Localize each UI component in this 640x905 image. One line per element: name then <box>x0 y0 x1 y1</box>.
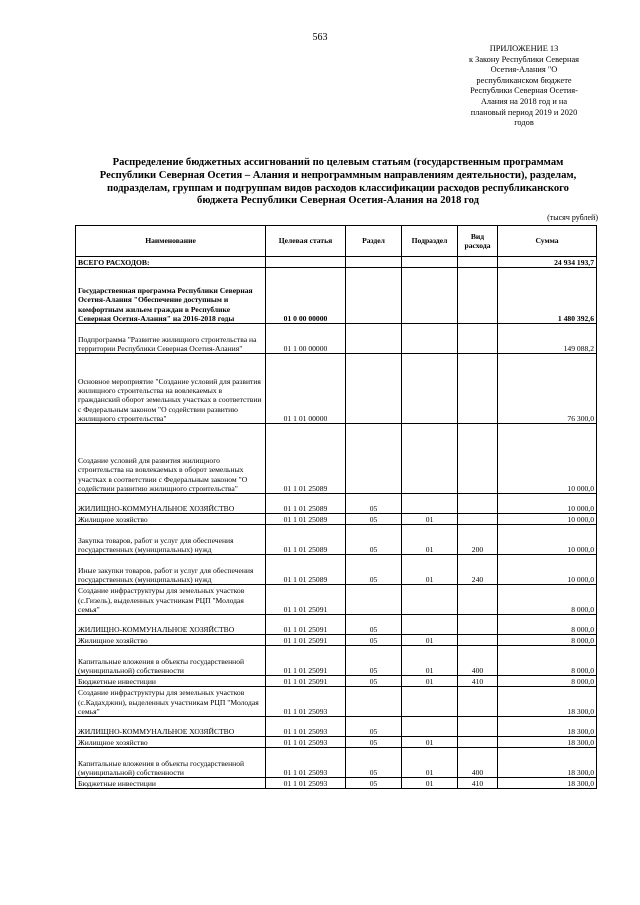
row-name-cell: Основное мероприятие "Создание условий для развития жилищного строительства на вовлекаемых в гражданский оборот земельных участках в соответствии с Федеральным законом "О содействии развитию жилищного строительства" <box>76 354 266 424</box>
row-type-cell <box>458 268 498 324</box>
page-number: 563 <box>312 32 328 43</box>
row-sum-cell: 10 000,0 <box>498 424 597 494</box>
row-section-cell <box>346 354 402 424</box>
table-row <box>76 635 597 646</box>
row-subsection-cell: 01 <box>402 514 458 525</box>
document-title <box>80 157 596 208</box>
row-section-cell: 05 <box>346 646 402 676</box>
table-row <box>76 748 597 778</box>
row-sum-cell: 8 000,0 <box>498 615 597 635</box>
row-section-cell: 05 <box>346 737 402 748</box>
table-row <box>76 494 597 514</box>
header-subsection: Подраздел <box>402 226 458 257</box>
appendix-line: Осетия-Алания "О <box>490 65 558 75</box>
table-row <box>76 778 597 789</box>
appendix-line: плановый период 2019 и 2020 <box>470 107 578 117</box>
row-name-cell: Жилищное хозяйство <box>76 635 266 646</box>
row-name-cell: Создание условий для развития жилищного строительства на вовлекаемых в оборот земельных участках в соответствии с Федеральным законом "О содействии развитию жилищного строительства" <box>76 424 266 494</box>
appendix-line: республиканском бюджете <box>476 75 572 85</box>
row-type-cell <box>458 514 498 525</box>
row-sum-cell: 8 000,0 <box>498 646 597 676</box>
table-body <box>76 257 597 789</box>
row-section-cell <box>346 268 402 324</box>
row-subsection-cell: 01 <box>402 778 458 789</box>
row-section-cell: 05 <box>346 748 402 778</box>
row-subsection-cell <box>402 354 458 424</box>
row-type-cell <box>458 687 498 717</box>
title-line: Республики Северная Осетия – Алания и непрограммным направлениям деятельности), разделам, <box>99 169 577 181</box>
row-type-cell <box>458 324 498 354</box>
row-section-cell: 05 <box>346 717 402 737</box>
row-type-cell: 240 <box>458 555 498 585</box>
row-sum-cell: 76 300,0 <box>498 354 597 424</box>
row-code-cell: 01 1 01 25093 <box>266 737 346 748</box>
row-section-cell: 05 <box>346 676 402 687</box>
row-sum-cell: 1 480 392,6 <box>498 268 597 324</box>
row-subsection-cell <box>402 324 458 354</box>
row-section-cell: 05 <box>346 778 402 789</box>
table-row <box>76 354 597 424</box>
row-section-cell <box>346 687 402 717</box>
budget-table <box>75 225 597 789</box>
row-type-cell <box>458 615 498 635</box>
table-row <box>76 615 597 635</box>
row-subsection-cell: 01 <box>402 635 458 646</box>
row-name-cell: Закупка товаров, работ и услуг для обеспечения государственных (муниципальных) нужд <box>76 525 266 555</box>
table-row <box>76 424 597 494</box>
row-subsection-cell <box>402 268 458 324</box>
row-subsection-cell: 01 <box>402 737 458 748</box>
row-sum-cell: 10 000,0 <box>498 555 597 585</box>
title-line: бюджета Республики Северная Осетия-Алания на 2018 год <box>197 195 479 207</box>
row-subsection-cell <box>402 687 458 717</box>
row-subsection-cell <box>402 494 458 514</box>
row-code-cell: 01 1 01 00000 <box>266 354 346 424</box>
row-type-cell: 410 <box>458 676 498 687</box>
table-header-row <box>76 226 597 257</box>
row-subsection-cell <box>402 257 458 268</box>
row-code-cell: 01 1 01 25089 <box>266 525 346 555</box>
row-sum-cell: 18 300,0 <box>498 717 597 737</box>
row-type-cell <box>458 737 498 748</box>
row-section-cell: 05 <box>346 525 402 555</box>
row-name-cell: ЖИЛИЩНО-КОММУНАЛЬНОЕ ХОЗЯЙСТВО <box>76 717 266 737</box>
row-code-cell: 01 1 01 25093 <box>266 748 346 778</box>
row-section-cell: 05 <box>346 635 402 646</box>
header-code: Целевая статья <box>266 226 346 257</box>
row-name-cell: Бюджетные инвестиции <box>76 676 266 687</box>
table-row <box>76 737 597 748</box>
row-sum-cell: 24 934 193,7 <box>498 257 597 268</box>
row-name-cell: Государственная программа Республики Северная Осетия-Алания "Обеспечение доступным и комфортным жильем граждан в Республике Северная Осетия-Алания" на 2016-2018 годы <box>76 268 266 324</box>
row-subsection-cell: 01 <box>402 748 458 778</box>
row-sum-cell: 18 300,0 <box>498 737 597 748</box>
row-type-cell <box>458 585 498 615</box>
row-section-cell: 05 <box>346 514 402 525</box>
unit-note: (тысяч рублей) <box>547 213 598 222</box>
appendix-line: к Закону Республики Северная <box>468 54 580 64</box>
row-name-cell: Капитальные вложения в объекты государственной (муниципальной) собственности <box>76 646 266 676</box>
table-row <box>76 676 597 687</box>
row-name-cell: Подпрограмма "Развитие жилищного строительства на территории Республики Северная Осетия-Алания" <box>76 324 266 354</box>
header-section: Раздел <box>346 226 402 257</box>
header-type: Вид расхода <box>458 226 498 257</box>
row-section-cell <box>346 257 402 268</box>
row-name-cell: Жилищное хозяйство <box>76 737 266 748</box>
row-section-cell <box>346 324 402 354</box>
row-type-cell: 200 <box>458 525 498 555</box>
row-section-cell: 05 <box>346 615 402 635</box>
row-code-cell: 01 1 01 25089 <box>266 514 346 525</box>
table-row <box>76 268 597 324</box>
row-section-cell: 05 <box>346 555 402 585</box>
row-code-cell: 01 1 01 25089 <box>266 555 346 585</box>
row-code-cell: 01 1 01 25089 <box>266 494 346 514</box>
row-sum-cell: 18 300,0 <box>498 778 597 789</box>
row-type-cell <box>458 424 498 494</box>
row-sum-cell: 10 000,0 <box>498 525 597 555</box>
row-code-cell: 01 1 01 25091 <box>266 615 346 635</box>
table-row <box>76 555 597 585</box>
appendix-line: Республики Северная Осетия- <box>470 86 578 96</box>
row-subsection-cell: 01 <box>402 676 458 687</box>
row-name-cell: ВСЕГО РАСХОДОВ: <box>76 257 266 268</box>
row-type-cell: 400 <box>458 646 498 676</box>
header-sum: Сумма <box>498 226 597 257</box>
row-code-cell: 01 1 01 25089 <box>266 424 346 494</box>
row-code-cell: 01 1 01 25091 <box>266 646 346 676</box>
row-subsection-cell: 01 <box>402 646 458 676</box>
table-row <box>76 324 597 354</box>
row-sum-cell: 18 300,0 <box>498 748 597 778</box>
row-name-cell: Бюджетные инвестиции <box>76 778 266 789</box>
row-type-cell <box>458 494 498 514</box>
row-section-cell <box>346 424 402 494</box>
row-subsection-cell <box>402 424 458 494</box>
table-row <box>76 646 597 676</box>
row-type-cell <box>458 354 498 424</box>
row-sum-cell: 10 000,0 <box>498 514 597 525</box>
row-sum-cell: 8 000,0 <box>498 676 597 687</box>
row-subsection-cell <box>402 615 458 635</box>
row-type-cell <box>458 635 498 646</box>
table-row <box>76 514 597 525</box>
row-code-cell: 01 1 01 25091 <box>266 635 346 646</box>
row-code-cell: 01 1 01 25093 <box>266 687 346 717</box>
row-code-cell: 01 0 00 00000 <box>266 268 346 324</box>
row-sum-cell: 10 000,0 <box>498 494 597 514</box>
row-name-cell: Капитальные вложения в объекты государственной (муниципальной) собственности <box>76 748 266 778</box>
row-sum-cell: 8 000,0 <box>498 635 597 646</box>
row-sum-cell: 149 088,2 <box>498 324 597 354</box>
row-name-cell: Жилищное хозяйство <box>76 514 266 525</box>
table-row <box>76 257 597 268</box>
appendix-line: годов <box>514 118 534 128</box>
row-type-cell: 400 <box>458 748 498 778</box>
row-name-cell: Создание инфраструктуры для земельных участков (с.Гизель), выделенных участникам РЦП "Молодая семья" <box>76 585 266 615</box>
row-name-cell: Создание инфраструктуры для земельных участков (с.Кадахджин), выделенных участникам РЦП "Молодая семья" <box>76 687 266 717</box>
appendix-line: ПРИЛОЖЕНИЕ 13 <box>489 44 559 53</box>
row-code-cell <box>266 257 346 268</box>
row-code-cell: 01 1 01 25091 <box>266 676 346 687</box>
row-sum-cell: 8 000,0 <box>498 585 597 615</box>
row-code-cell: 01 1 01 25091 <box>266 585 346 615</box>
row-name-cell: ЖИЛИЩНО-КОММУНАЛЬНОЕ ХОЗЯЙСТВО <box>76 494 266 514</box>
row-section-cell <box>346 585 402 615</box>
row-type-cell: 410 <box>458 778 498 789</box>
title-line: Распределение бюджетных ассигнований по целевым статьям (государственным программам <box>112 157 564 168</box>
header-name: Наименование <box>76 226 266 257</box>
appendix-note <box>448 44 600 129</box>
row-section-cell: 05 <box>346 494 402 514</box>
table-row <box>76 525 597 555</box>
row-subsection-cell: 01 <box>402 555 458 585</box>
row-type-cell <box>458 257 498 268</box>
row-code-cell: 01 1 01 25093 <box>266 778 346 789</box>
title-line: подразделам, группам и подгруппам видов расходов классификации расходов республиканского <box>107 182 569 194</box>
row-code-cell: 01 1 01 25093 <box>266 717 346 737</box>
row-subsection-cell <box>402 717 458 737</box>
table-row <box>76 687 597 717</box>
row-subsection-cell <box>402 585 458 615</box>
row-type-cell <box>458 717 498 737</box>
row-name-cell: Иные закупки товаров, работ и услуг для обеспечения государственных (муниципальных) нужд <box>76 555 266 585</box>
table-row <box>76 585 597 615</box>
row-sum-cell: 18 300,0 <box>498 687 597 717</box>
table-row <box>76 717 597 737</box>
row-code-cell: 01 1 00 00000 <box>266 324 346 354</box>
row-subsection-cell: 01 <box>402 525 458 555</box>
appendix-line: Алания на 2018 год и на <box>480 96 568 106</box>
row-name-cell: ЖИЛИЩНО-КОММУНАЛЬНОЕ ХОЗЯЙСТВО <box>76 615 266 635</box>
